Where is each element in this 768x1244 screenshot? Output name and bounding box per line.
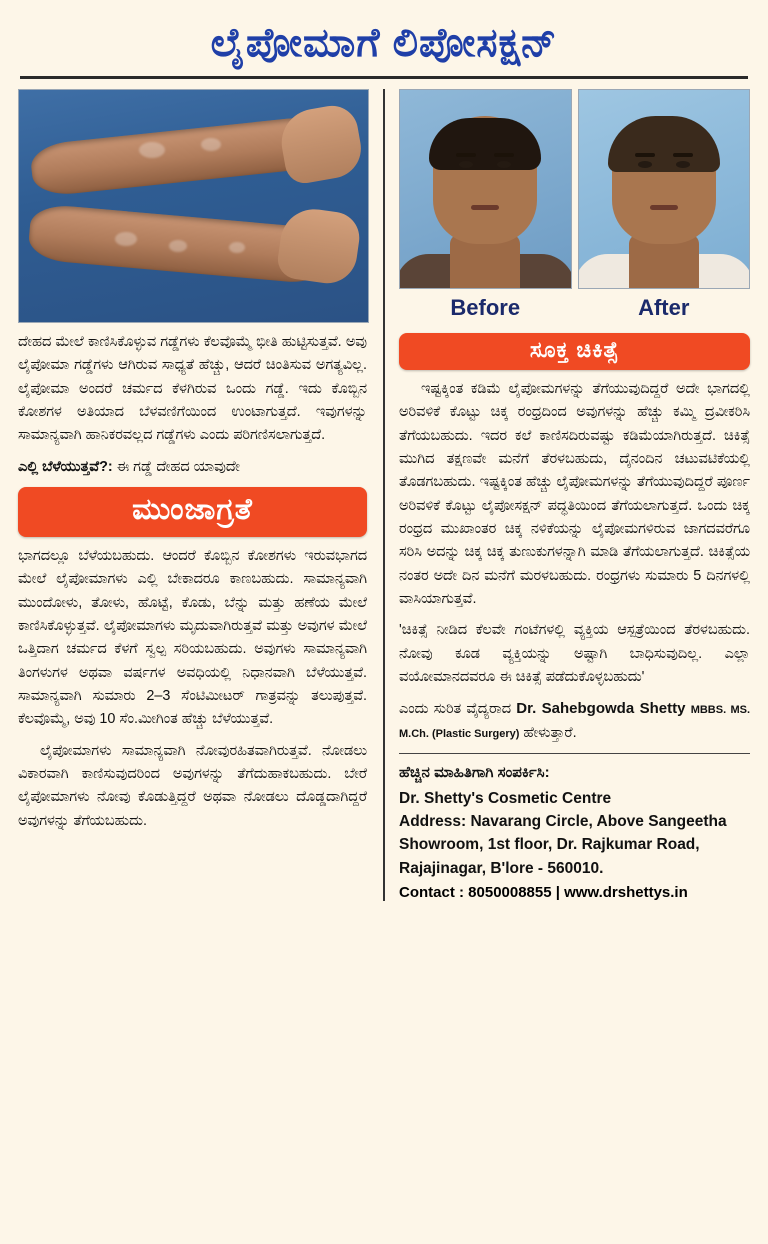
- eye-right: [676, 161, 690, 168]
- eyebrow-right: [673, 153, 693, 157]
- attribution-suffix: ಹೇಳುತ್ತಾರೆ.: [523, 724, 577, 741]
- page-title: ಲೈಪೋಮಾಗೆ ಲಿಪೋಸಕ್ಷನ್: [210, 21, 558, 65]
- lipoma-bump: [201, 138, 221, 151]
- question-trailer: ಈ ಗಡ್ಡೆ ದೇಹದ ಯಾವುದೇ: [112, 458, 240, 475]
- hand-lower: [275, 205, 362, 287]
- before-after-photos: [399, 89, 750, 289]
- hair: [429, 118, 541, 170]
- before-after-labels: [399, 291, 750, 327]
- eyebrow-right: [494, 153, 514, 157]
- left-body-paragraph-1: ಭಾಗದಲ್ಲೂ ಬೆಳೆಯಬಹುದು. ಆಂದರೆ ಕೊಬ್ಬಿನ ಕೋಶಗಳು ಇರುವಭಾಗದ ಮೇಲೆ ಲೈಪೋಮಾಗಳು ಎಲ್ಲಿ ಬೇಕಾದರೂ ಕಾಣಬಹುದು. ಸಾಮಾನ್ಯವಾಗಿ ಮುಂದೋಳು, ತೋಳು, ಹೊಟ್ಟೆ, ಕೊಡು, ಬೆನ್ನು ಮತ್ತು ಹಣೆಯ ಮೇಲೆ ಕಾಣಿಸಿಕೊಳ್ಳುತ್ತವೆ. ಲೈಪೋಮಾಗಳು ಮೃದುವಾಗಿರುತ್ತವೆ ಮತ್ತು ಅವುಗಳ ಮೇಲೆ ಒತ್ತಿದಾಗ ಚರ್ಮದ ಕೆಳಗೆ ಸ್ವಲ್ಪ ಸರಿಯಬಹುದು. ಅವುಗಳು ಸಾಮಾನ್ಯವಾಗಿ ತಿಂಗಳುಗಳ ಅಥವಾ ವರ್ಷಗಳ ಅವಧಿಯಲ್ಲಿ ನಿಧಾನವಾಗಿ ಬೆಳೆಯುತ್ತವೆ. ಸಾಮಾನ್ಯವಾಗಿ ಸುಮಾರು 2–3 ಸೆಂಟಿಮೀಟರ್ ಗಾತ್ರವನ್ನು ತಲುಪುತ್ತವೆ. ಕೆಲವೊಮ್ಮೆ, ಅವು 10 ಸೆಂ.ಮೀಗಿಂತ ಹೆಚ್ಚು ಬೆಳೆಯುತ್ತವೆ.: [18, 547, 368, 728]
- right-column: [387, 89, 750, 901]
- column-divider: [383, 89, 385, 901]
- right-body-paragraph-1: ಇಷ್ಟಕ್ಕಿಂತ ಕಡಿಮೆ ಲೈಪೋಮಗಳನ್ನು ತೆಗೆಯುವುದಿದ್ದರೆ ಅದೇ ಭಾಗದಲ್ಲಿ ಅರಿವಳಿಕೆ ಕೊಟ್ಟು ಚಿಕ್ಕ ರಂಧ್ರದಿಂದ ಅವುಗಳನ್ನು ಹೆಚ್ಚು ಕಮ್ಮಿ ದ್ರವೀಕರಿಸಿ ತೆಗೆಯಬಹುದು. ಇದರ ಕಲೆ ಕಾಣಿಸದಿರುವಷ್ಟು ಕಡಿಮೆಯಾಗಿರುತ್ತದೆ. ಚಿಕಿತ್ಸೆ ಮುಗಿದ ತಕ್ಷಣವೇ ಮನೆಗೆ ತೆರಳಬಹುದು, ದೈನಂದಿನ ಚಟುವಟಿಕೆಯಲ್ಲಿ ತೊಡಗಬಹುದು. ಇಷ್ಟಕ್ಕಿಂತ ಹೆಚ್ಚು ಲೈಪೋಮಗಳನ್ನು ತೆಗೆಯುವುದಿದ್ದರೆ ಪೂರ್ಣ ಅರಿವಳಿಕೆ ಕೊಟ್ಟು ಲೈಪೋಸಕ್ಷನ್ ಪದ್ಧತಿಯಿಂದ ತೆಗೆಯಲಾಗುತ್ತದೆ. ಒಂದು ಚಿಕ್ಕ ರಂಧ್ರದ ಮುಖಾಂತರ ಚಿಕ್ಕ ನಳಿಕೆಯನ್ನು ಲೈಪೋಮಗಳಿರುವ ಜಾಗದವರೆಗೂ ಸರಿಸಿ ಅದನ್ನು ಚಿಕ್ಕ ಚಿಕ್ಕ ತುಣುಕುಗಳನ್ನಾಗಿ ಮಾಡಿ ತೆಗೆಯಲಾಗುತ್ತದೆ. ಚಿಕಿತ್ಸೆಯ ನಂತರ ಅದೇ ದಿನ ಮನೆಗೆ ಮರಳಬಹುದು. ರಂಧ್ರಗಳು ಸುಮಾರು 5 ದಿನಗಳಲ್ಲಿ ವಾಸಿಯಾಗುತ್ತವೆ.: [399, 381, 750, 607]
- arms-lipoma-photo: [18, 89, 369, 323]
- address-line-2: Showroom, 1st floor, Dr. Rajkumar Road,: [399, 836, 700, 854]
- doctor-degrees: MBBS. MS. M.Ch. (Plastic Surgery): [399, 704, 751, 740]
- hair: [608, 116, 720, 172]
- after-photo: [578, 89, 751, 289]
- doctor-quote: 'ಚಿಕಿತ್ಸೆ ನೀಡಿದ ಕೆಲವೇ ಗಂಟೆಗಳಲ್ಲಿ ವ್ಯಕ್ತಿಯ ಆಸ್ಪತ್ರೆಯಿಂದ ತೆರಳಬಹುದು. ನೋವು ಕೂಡ ವ್ಯಕ್ತಿಯನ್ನು ಅಷ್ಟಾಗಿ ಬಾಧಿಸುವುದಿಲ್ಲ. ಎಲ್ಲಾ ವಯೋಮಾನದವರೂ ಈ ಚಿಕಿತ್ಸೆ ಪಡೆದುಕೊಳ್ಳಬಹುದು': [399, 622, 750, 685]
- doctor-attribution: [399, 697, 750, 745]
- address-line-3: Rajajinagar, B'lore - 560010.: [399, 859, 604, 877]
- after-label: After: [638, 295, 690, 320]
- eyebrow-left: [635, 153, 655, 157]
- caution-banner: ಮುಂಜಾಗ್ರತೆ: [18, 487, 367, 537]
- left-question-line: [18, 456, 367, 479]
- hand-upper: [276, 102, 365, 186]
- mouth: [650, 205, 678, 210]
- treatment-banner: ಸೂಕ್ತ ಚಿಕಿತ್ಸೆ: [399, 333, 750, 370]
- lipoma-bump: [115, 232, 137, 246]
- before-photo: [399, 89, 572, 289]
- lipoma-bump: [169, 240, 187, 252]
- before-label: Before: [450, 295, 521, 320]
- eye-left: [638, 161, 652, 168]
- contact-divider: [399, 753, 750, 754]
- clinic-name: Dr. Shetty's Cosmetic Centre: [399, 789, 612, 807]
- eyebrow-left: [456, 153, 476, 157]
- address-line-1: Address: Navarang Circle, Above Sangeetha: [399, 813, 727, 831]
- mouth: [471, 205, 499, 210]
- left-intro-paragraph: ದೇಹದ ಮೇಲೆ ಕಾಣಿಸಿಕೊಳ್ಳುವ ಗಡ್ಡೆಗಳು ಕೆಲವೊಮ್ಮೆ ಭೀತಿ ಹುಟ್ಟಿಸುತ್ತವೆ. ಅವು ಲೈಪೋಮಾ ಗಡ್ಡೆಗಳು ಆಗಿರುವ ಸಾಧ್ಯತೆ ಹೆಚ್ಚು, ಆದರೆ ಚಿಂತಿಸುವ ಅಗತ್ಯವಿಲ್ಲ. ಲೈಪೋಮಾ ಅಂದರೆ ಚರ್ಮದ ಕೆಳಗಿರುವ ಒಂದು ಗಡ್ಡೆ. ಇದು ಕೊಬ್ಬಿನ ಕೋಶಗಳ ಅತಿಯಾದ ಬೆಳವಣಿಗೆಯಿಂದ ಉಂಟಾಗುತ್ತದೆ. ಇವುಗಳನ್ನು ಸಾಮಾನ್ಯವಾಗಿ ಹಾನಿಕರವಲ್ಲದ ಗಡ್ಡೆಗಳು ಎಂದು ಪರಿಗಣಿಸಲಾಗುತ್ತದೆ.: [18, 334, 368, 444]
- content-columns: [6, 89, 762, 901]
- lipoma-bump: [229, 242, 245, 253]
- doctor-name: Dr. Sahebgowda Shetty: [516, 700, 686, 718]
- contact-phone-website[interactable]: Contact : 8050008855 | www.drshettys.in: [399, 883, 688, 901]
- left-column: [18, 89, 381, 901]
- contact-heading: ಹೆಚ್ಚಿನ ಮಾಹಿತಿಗಾಗಿ ಸಂಪರ್ಕಿಸಿ:: [399, 763, 550, 781]
- lipoma-bump: [139, 142, 165, 158]
- left-body-paragraph-2: ಲೈಪೋಮಾಗಳು ಸಾಮಾನ್ಯವಾಗಿ ನೋವುರಹಿತವಾಗಿರುತ್ತವೆ. ನೋಡಲು ವಿಕಾರವಾಗಿ ಕಾಣಿಸುವುದರಿಂದ ಅವುಗಳನ್ನು ತೆಗೆದುಹಾಕಬಹುದು. ಬೇರೆ ಲೈಪೋಮಾಗಳು ನೋವು ಕೊಡುತ್ತಿದ್ದರೆ ಅಥವಾ ನೋಡಲು ದೊಡ್ಡದಾಗಿದ್ದರೆ ಅವುಗಳನ್ನು ತೆಗೆಯಬಹುದು.: [18, 742, 368, 829]
- question-label: ಎಲ್ಲಿ ಬೆಳೆಯುತ್ತವೆ?:: [18, 458, 113, 475]
- header-divider: [20, 76, 748, 79]
- attribution-prefix: ಎಂದು ಸುರಿತ ವೈದ್ಯರಾದ: [399, 701, 517, 718]
